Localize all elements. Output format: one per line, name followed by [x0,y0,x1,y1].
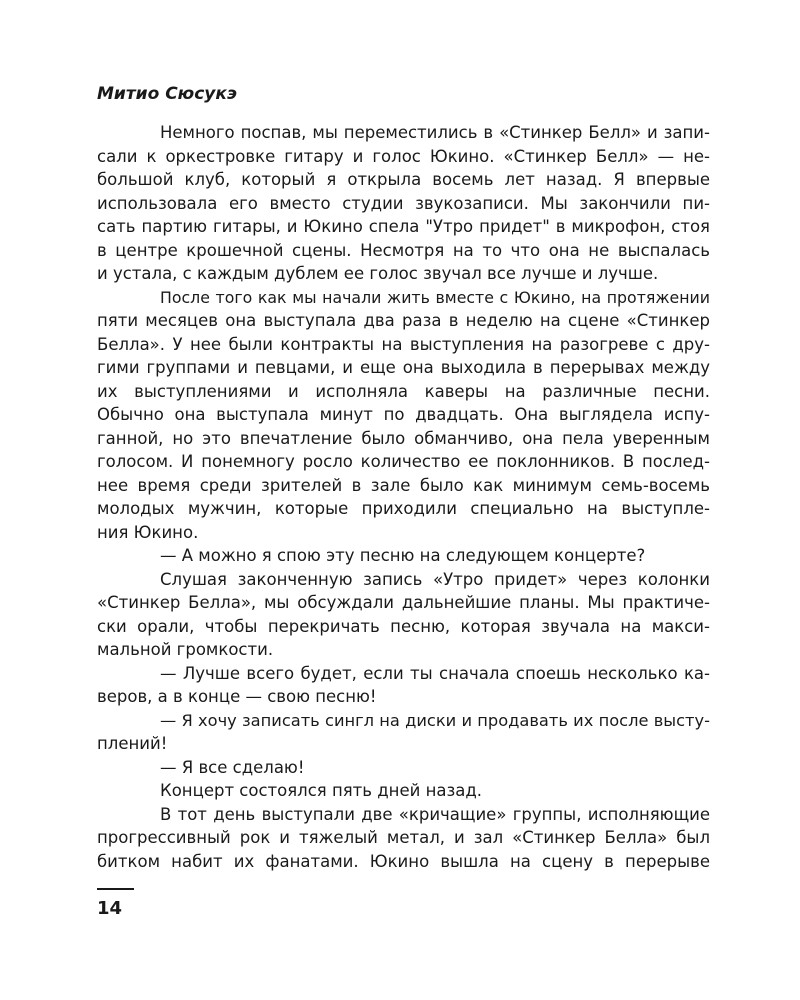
text-line: Обычно она выступала минут по двадцать. Она выглядела испу- [97,405,710,424]
text-line: Немного поспав, мы переместились в «Стинкер Белл» и запи- [160,123,710,142]
text-line: — А можно я спою эту песню на следующем концерте? [160,546,646,565]
text-line: сать партию гитары, и Юкино спела "Утро придет" в микрофон, стоя [97,217,710,236]
running-header-author: Митио Сюсукэ [97,84,237,104]
text-line: После того как мы начали жить вместе с Юкино, на протяжении [160,287,710,307]
text-line: — Я все сделаю! [160,757,305,777]
text-line: ния Юкино. [97,522,199,542]
text-line: гими группами и певцами, и еще она выходила в перерывах между [97,358,710,377]
text-line: битком набит их фанатами. Юкино вышла на сцену в перерыве [97,851,710,871]
text-line: нее время среди зрителей в зале было как минимум семь-восемь [97,475,710,495]
text-line: веров, а в конце — свою песню! [97,687,377,706]
text-line: их выступлениями и исполняла каверы на различные песни. [97,381,710,401]
text-line: ганной, но это впечатление было обманчиво, она пела уверенным [97,428,710,448]
text-line: Концерт состоялся пять дней назад. [160,781,483,800]
text-line: молодых мужчин, которые приходили специально на выступле- [97,499,710,518]
text-line: Слушая законченную запись «Утро придет» через колонки [160,569,710,589]
text-line: плений! [97,734,168,753]
text-line: сали к оркестровке гитару и голос Юкино. «Стинкер Белл» — не- [97,146,710,166]
text-line: — Лучше всего будет, если ты сначала споешь несколько ка- [160,663,710,683]
text-line: — Я хочу записать сингл на диски и продавать их после высту- [160,710,710,730]
text-line: Белла». У нее были контракты на выступления на разогреве с дру- [97,334,710,354]
text-line: использовала его вместо студии звукозаписи. Мы закончили пи- [97,193,710,213]
text-line: голосом. И понемногу росло количество ее поклонников. В послед- [97,452,710,471]
text-line: прогрессивный рок и тяжелый метал, и зал «Стинкер Белла» был [97,828,710,847]
body-text [97,121,710,873]
text-line: большой клуб, который я открыла восемь лет назад. Я впервые [97,170,710,189]
text-line: ски орали, чтобы перекричать песню, которая звучала на макси- [97,616,710,636]
text-line: и устала, с каждым дублем ее голос звучал все лучше и лучше. [97,264,659,283]
text-line: пяти месяцев она выступала два раза в неделю на сцене «Стинкер [97,311,710,330]
text-line: мальной громкости. [97,640,274,659]
page-number: 14 [97,898,123,919]
footer-rule [97,888,134,890]
text-line: В тот день выступали две «кричащие» группы, исполняющие [160,804,710,824]
text-line: в центре крошечной сцены. Несмотря на то что она не выспалась [97,240,710,260]
text-line: «Стинкер Белла», мы обсуждали дальнейшие планы. Мы практиче- [97,593,710,612]
